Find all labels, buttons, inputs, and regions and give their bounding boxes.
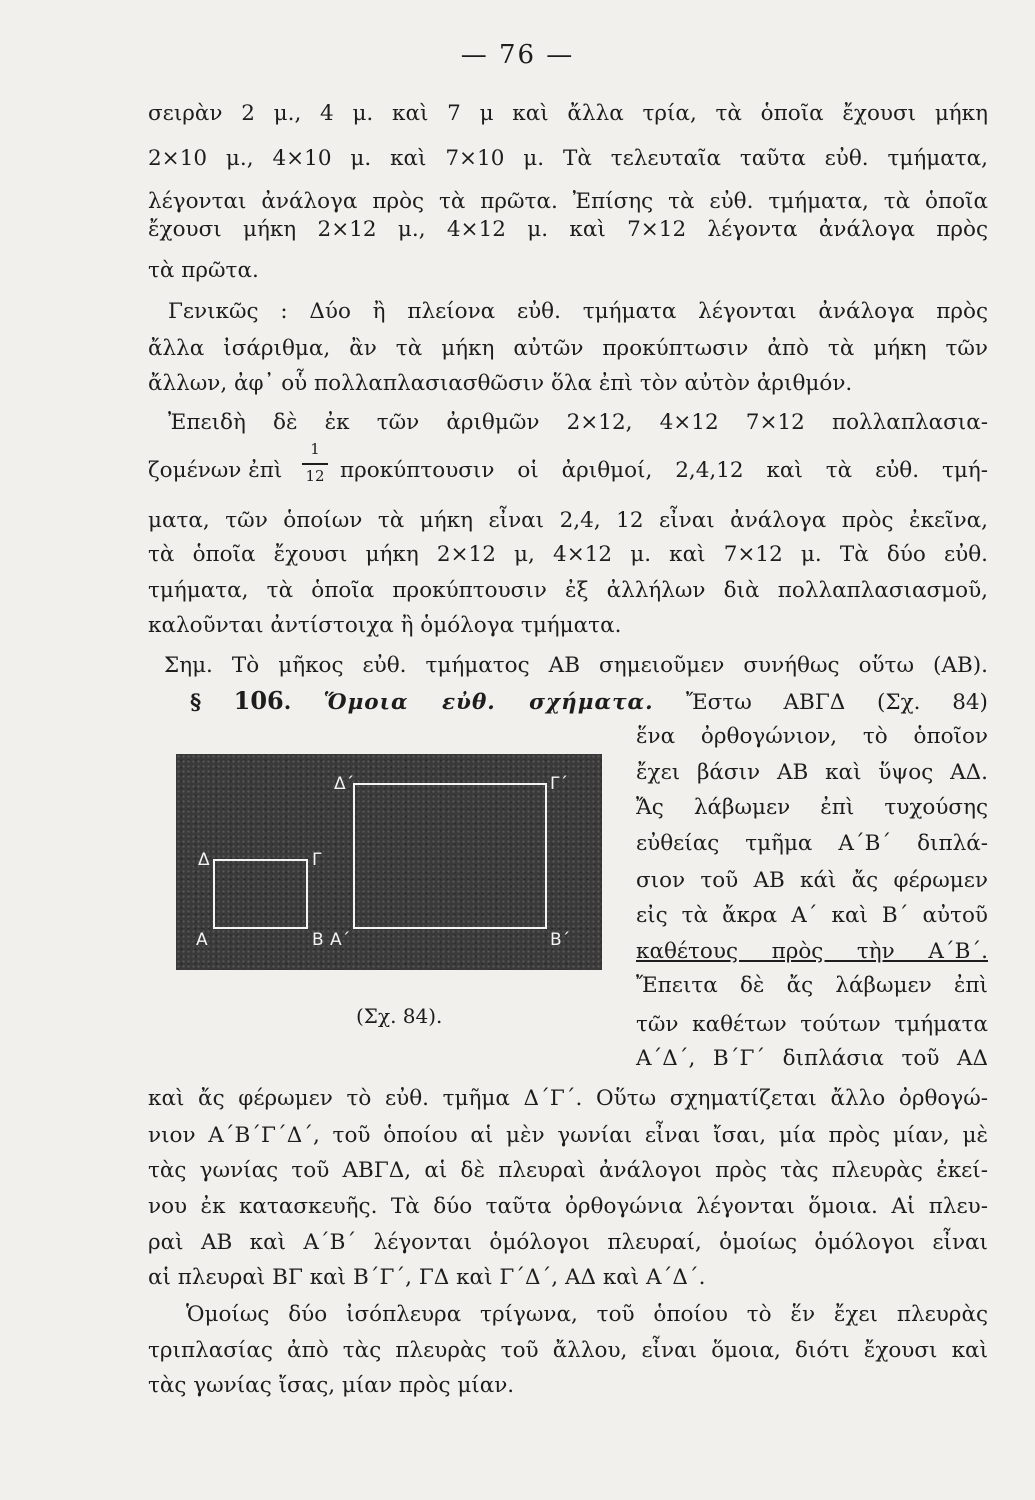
- text-line: ματα, τῶν ὁποίων τὰ μήκη εἶναι 2,4, 12 εἶναι ἀνάλογα πρὸς ἐκεῖνα,: [148, 508, 988, 533]
- text-line: ἔχουσι μήκη 2×12 μ., 4×12 μ. καὶ 7×12 λέγοντα ἀνάλογα πρὸς: [148, 217, 988, 242]
- text-line: νου ἐκ κατασκευῆς. Τὰ δύο ταῦτα ὀρθογώνια λέγονται ὅμοια. Αἱ πλευ-: [148, 1194, 988, 1219]
- text-line: τὰς γωνίας τοῦ ΑΒΓΔ, αἱ δὲ πλευραὶ ἀνάλογοι πρὸς τὰς πλευρὰς ἐκεί-: [148, 1158, 988, 1183]
- text-line: ἄλλων, ἀφ᾿ οὗ πολλαπλασιασθῶσιν ὅλα ἐπὶ τὸν αὐτὸν ἀριθμόν.: [148, 371, 853, 396]
- label-b-prime: Β΄: [550, 930, 571, 950]
- figure-84-rectangles: [176, 754, 602, 970]
- text-line: καλοῦνται ἀντίστοιχα ἢ ὁμόλογα τμήματα.: [148, 613, 622, 638]
- label-d: Δ: [198, 850, 210, 870]
- text-line: νιον Α΄Β΄Γ΄Δ΄, τοῦ ὁποίου αἱ μὲν γωνίαι εἶναι ἴσαι, μία πρὸς μίαν, μὲ: [148, 1123, 988, 1148]
- label-a-prime: Α΄: [330, 930, 351, 950]
- rectangle-a2b2g2d2: [354, 784, 546, 928]
- text-line: τριπλασίας ἀπὸ τὰς πλευρὰς τοῦ ἄλλου, εἶναι ὅμοια, διότι ἔχουσι καὶ: [148, 1338, 988, 1363]
- text-line: καθέτους πρὸς τὴν Α΄Β΄.: [636, 939, 988, 964]
- text-line: ἔχει βάσιν ΑΒ καὶ ὕψος ΑΔ.: [636, 760, 988, 785]
- label-g: Γ: [312, 850, 322, 870]
- text-line: σιον τοῦ ΑΒ κάὶ ἄς φέρωμεν: [636, 868, 988, 893]
- section-number: 106: [233, 686, 284, 715]
- section-heading: § 106. Ὅμοια εὐθ. σχήματα. Ἔστω ΑΒΓΔ (Σχ. 84): [190, 686, 988, 715]
- text-line: εἰς τὰ ἄκρα Α΄ καὶ Β΄ αὐτοῦ: [636, 903, 988, 928]
- text-line: τμήματα, τὰ ὁποῖα προκύπτουσιν ἐξ ἀλλήλων διὰ πολλαπλασιασμοῦ,: [148, 578, 988, 603]
- text-line: προκύπτουσιν οἱ ἀριθμοί, 2,4,12 καὶ τὰ εὐθ. τμή-: [340, 458, 988, 483]
- rectangles-diagram: [176, 754, 602, 970]
- page-number: — 76 —: [460, 40, 575, 70]
- text-line: ἄλλα ἰσάριθμα, ἂν τὰ μήκη αὐτῶν προκύπτωσιν ἀπὸ τὰ μήκη τῶν: [148, 336, 988, 361]
- text-line: τὰς γωνίας ἴσας, μίαν πρὸς μίαν.: [148, 1373, 515, 1398]
- text-line: Ἄς λάβωμεν ἐπὶ τυχούσης: [636, 795, 988, 820]
- section-title: Ὅμοια εὐθ. σχήματα.: [323, 690, 654, 715]
- section-sign: §: [190, 690, 202, 715]
- text-line: Ὁμοίως δύο ἰσόπλευρα τρίγωνα, τοῦ ὁποίου τὸ ἕν ἔχει πλευρὰς: [186, 1302, 988, 1327]
- text-line: καὶ ἄς φέρωμεν τὸ εὐθ. τμῆμα Δ΄Γ΄. Οὕτω σχηματίζεται ἄλλο ὀρθογώ-: [148, 1086, 988, 1111]
- text-line: Ἔπειτα δὲ ἄς λάβωμεν ἐπὶ: [636, 973, 988, 998]
- text-line: εὐθείας τμῆμα Α΄Β΄ διπλά-: [636, 831, 988, 856]
- text-line: Α΄Δ΄, Β΄Γ΄ διπλάσια τοῦ ΑΔ: [636, 1046, 988, 1071]
- rectangle-abgd: [214, 860, 307, 928]
- text-line: Ἐπειδὴ δὲ ἐκ τῶν ἀριθμῶν 2×12, 4×12 7×12 πολλαπλασια-: [168, 410, 988, 435]
- fraction-bar: [302, 463, 328, 465]
- text-line: Γενικῶς : Δύο ἢ πλείονα εὐθ. τμήματα λέγονται ἀνάλογα πρὸς: [168, 299, 988, 324]
- text-line: τὰ πρῶτα.: [148, 258, 259, 283]
- label-a: Α: [196, 930, 208, 950]
- figure-caption: (Σχ. 84).: [356, 1004, 443, 1028]
- text-line: αἱ πλευραὶ ΒΓ καὶ Β΄Γ΄, ΓΔ καὶ Γ΄Δ΄, ΑΔ καὶ Α΄Δ΄.: [148, 1265, 706, 1290]
- text-line: λέγονται ἀνάλογα πρὸς τὰ πρῶτα. Ἐπίσης τὰ εὐθ. τμήματα, τὰ ὁποῖα: [148, 189, 988, 214]
- label-g-prime: Γ΄: [550, 774, 568, 794]
- text-line: ραὶ ΑΒ καὶ Α΄Β΄ λέγονται ὁμόλογοι πλευραί, ὁμοίως ὁμόλογοι εἶναι: [148, 1230, 988, 1255]
- text-line: ἕνα ὀρθογώνιον, τὸ ὁποῖον: [636, 724, 988, 749]
- text-line: σειρὰν 2 μ., 4 μ. καὶ 7 μ καὶ ἄλλα τρία, τὰ ὁποῖα ἔχουσι μήκη: [148, 101, 988, 126]
- text-line: ζομένων ἐπὶ: [148, 458, 283, 483]
- label-d-prime: Δ΄: [334, 774, 355, 794]
- text-line: 2×10 μ., 4×10 μ. καὶ 7×10 μ. Τὰ τελευταῖα ταῦτα εὐθ. τμήματα,: [148, 146, 988, 171]
- text-line: τῶν καθέτων τούτων τμήματα: [636, 1012, 988, 1037]
- label-b: Β: [312, 930, 324, 950]
- section-intro: Ἔστω ΑΒΓΔ (Σχ. 84): [685, 690, 988, 715]
- text-line: τὰ ὁποῖα ἔχουσι μήκη 2×12 μ, 4×12 μ. καὶ 7×12 μ. Τὰ δύο εὐθ.: [148, 542, 988, 567]
- fraction-denominator: 12: [305, 467, 325, 485]
- fraction-numerator: 1: [310, 440, 320, 458]
- note-line: Σημ. Τὸ μῆκος εὐθ. τμήματος ΑΒ σημειοῦμεν συνήθως οὕτω (ΑΒ).: [164, 653, 988, 678]
